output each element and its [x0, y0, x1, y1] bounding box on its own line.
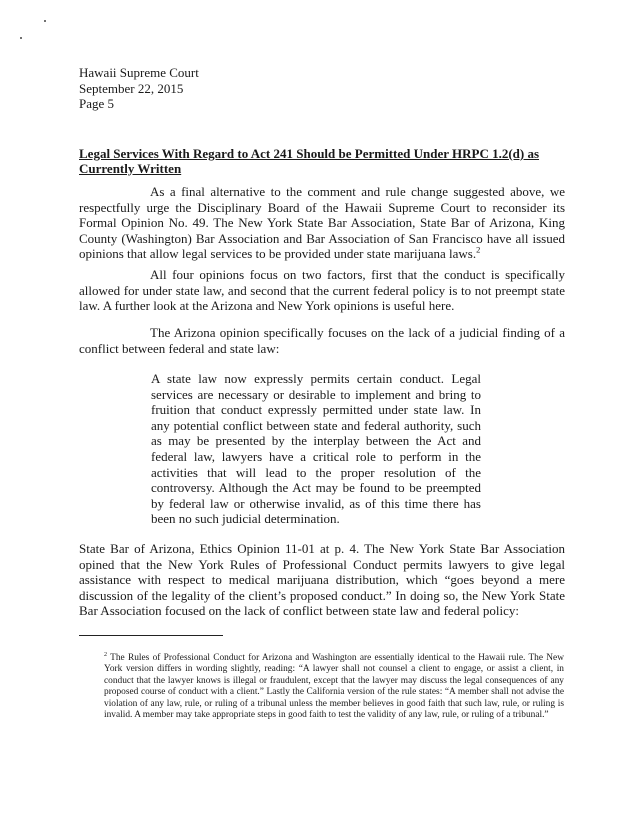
header-date: September 22, 2015	[79, 80, 184, 96]
paragraph-text: As a final alternative to the comment and rule change suggested above, we respectfully urge the Disciplinary Board of the Hawaii Supreme Court to reconsider its Formal Opinion No. 49. The New York State Bar Association, State Bar of Arizona, King County (Washington) Bar Association and Bar Association of San Francisco have all issued opinions that allow legal services to be provided under state marijuana laws.	[79, 184, 565, 262]
footnote-number: 2	[104, 651, 108, 658]
scan-speck	[44, 20, 46, 22]
section-heading	[79, 146, 549, 176]
heading-line-1: Legal Services With Regard to Act 241 Should be Permitted Under HRPC 1.2(d) as	[79, 146, 540, 161]
paragraph-arizona-intro: The Arizona opinion specifically focuses on the lack of a judicial finding of a conflict between federal and state law:	[79, 325, 565, 356]
footnote-divider	[79, 635, 223, 636]
footnote	[104, 653, 564, 721]
letter-header	[79, 65, 199, 112]
paragraph-new-york: State Bar of Arizona, Ethics Opinion 11-01 at p. 4. The New York State Bar Association opined that the New York Rules of Professional Conduct permits lawyers to give legal assistance with respect to medical marijuana distribution, which “goes beyond a mere discussion of the legality of the client’s proposed conduct.” In doing so, the New York State Bar Association focused on the lack of conflict between state law and federal policy:	[79, 541, 565, 619]
header-court: Hawaii Supreme Court	[79, 65, 199, 80]
block-quote-arizona: A state law now expressly permits certain conduct. Legal services are necessary or desirable to implement and bring to fruition that conduct expressly permitted under state law. In any potential conflict between state and federal authority, such as may be presented by the interplay between the Act and federal law, lawyers have a critical role to perform in the activities that will lead to the proper resolution of the controversy. Although the Act may be found to be preempted by federal law or otherwise invalid, as of this time there has been no such judicial determination.	[151, 371, 481, 527]
paragraph-four-opinions: All four opinions focus on two factors, first that the conduct is specifically allowed for under state law, and second that the current federal policy is to not preempt state law. A further look at the Arizona and New York opinions is useful here.	[79, 267, 565, 314]
footnote-text: The Rules of Professional Conduct for Arizona and Washington are essentially identical to the Hawaii rule. The New York version differs in wording slightly, reading: “A lawyer shall not counsel a client to engage, or assist a client, in conduct that the lawyer knows is illegal or fraudulent, except that the lawyer may discuss the legal consequences of any proposed course of conduct with a client.” Lastly the California version of the rule states: “A member shall not advise the violation of any law, rule, or ruling of a tribunal unless the member believes in good faith that such law, rule, or ruling is invalid. A member may take appropriate steps in good faith to test the validity of any law, rule, or ruling of a tribunal.”	[104, 653, 564, 721]
scan-speck	[20, 37, 22, 39]
header-page-number: Page 5	[79, 96, 115, 111]
paragraph-alternative	[79, 184, 565, 262]
footnote-reference: 2	[476, 245, 481, 256]
heading-line-2: Currently Written	[79, 161, 182, 176]
